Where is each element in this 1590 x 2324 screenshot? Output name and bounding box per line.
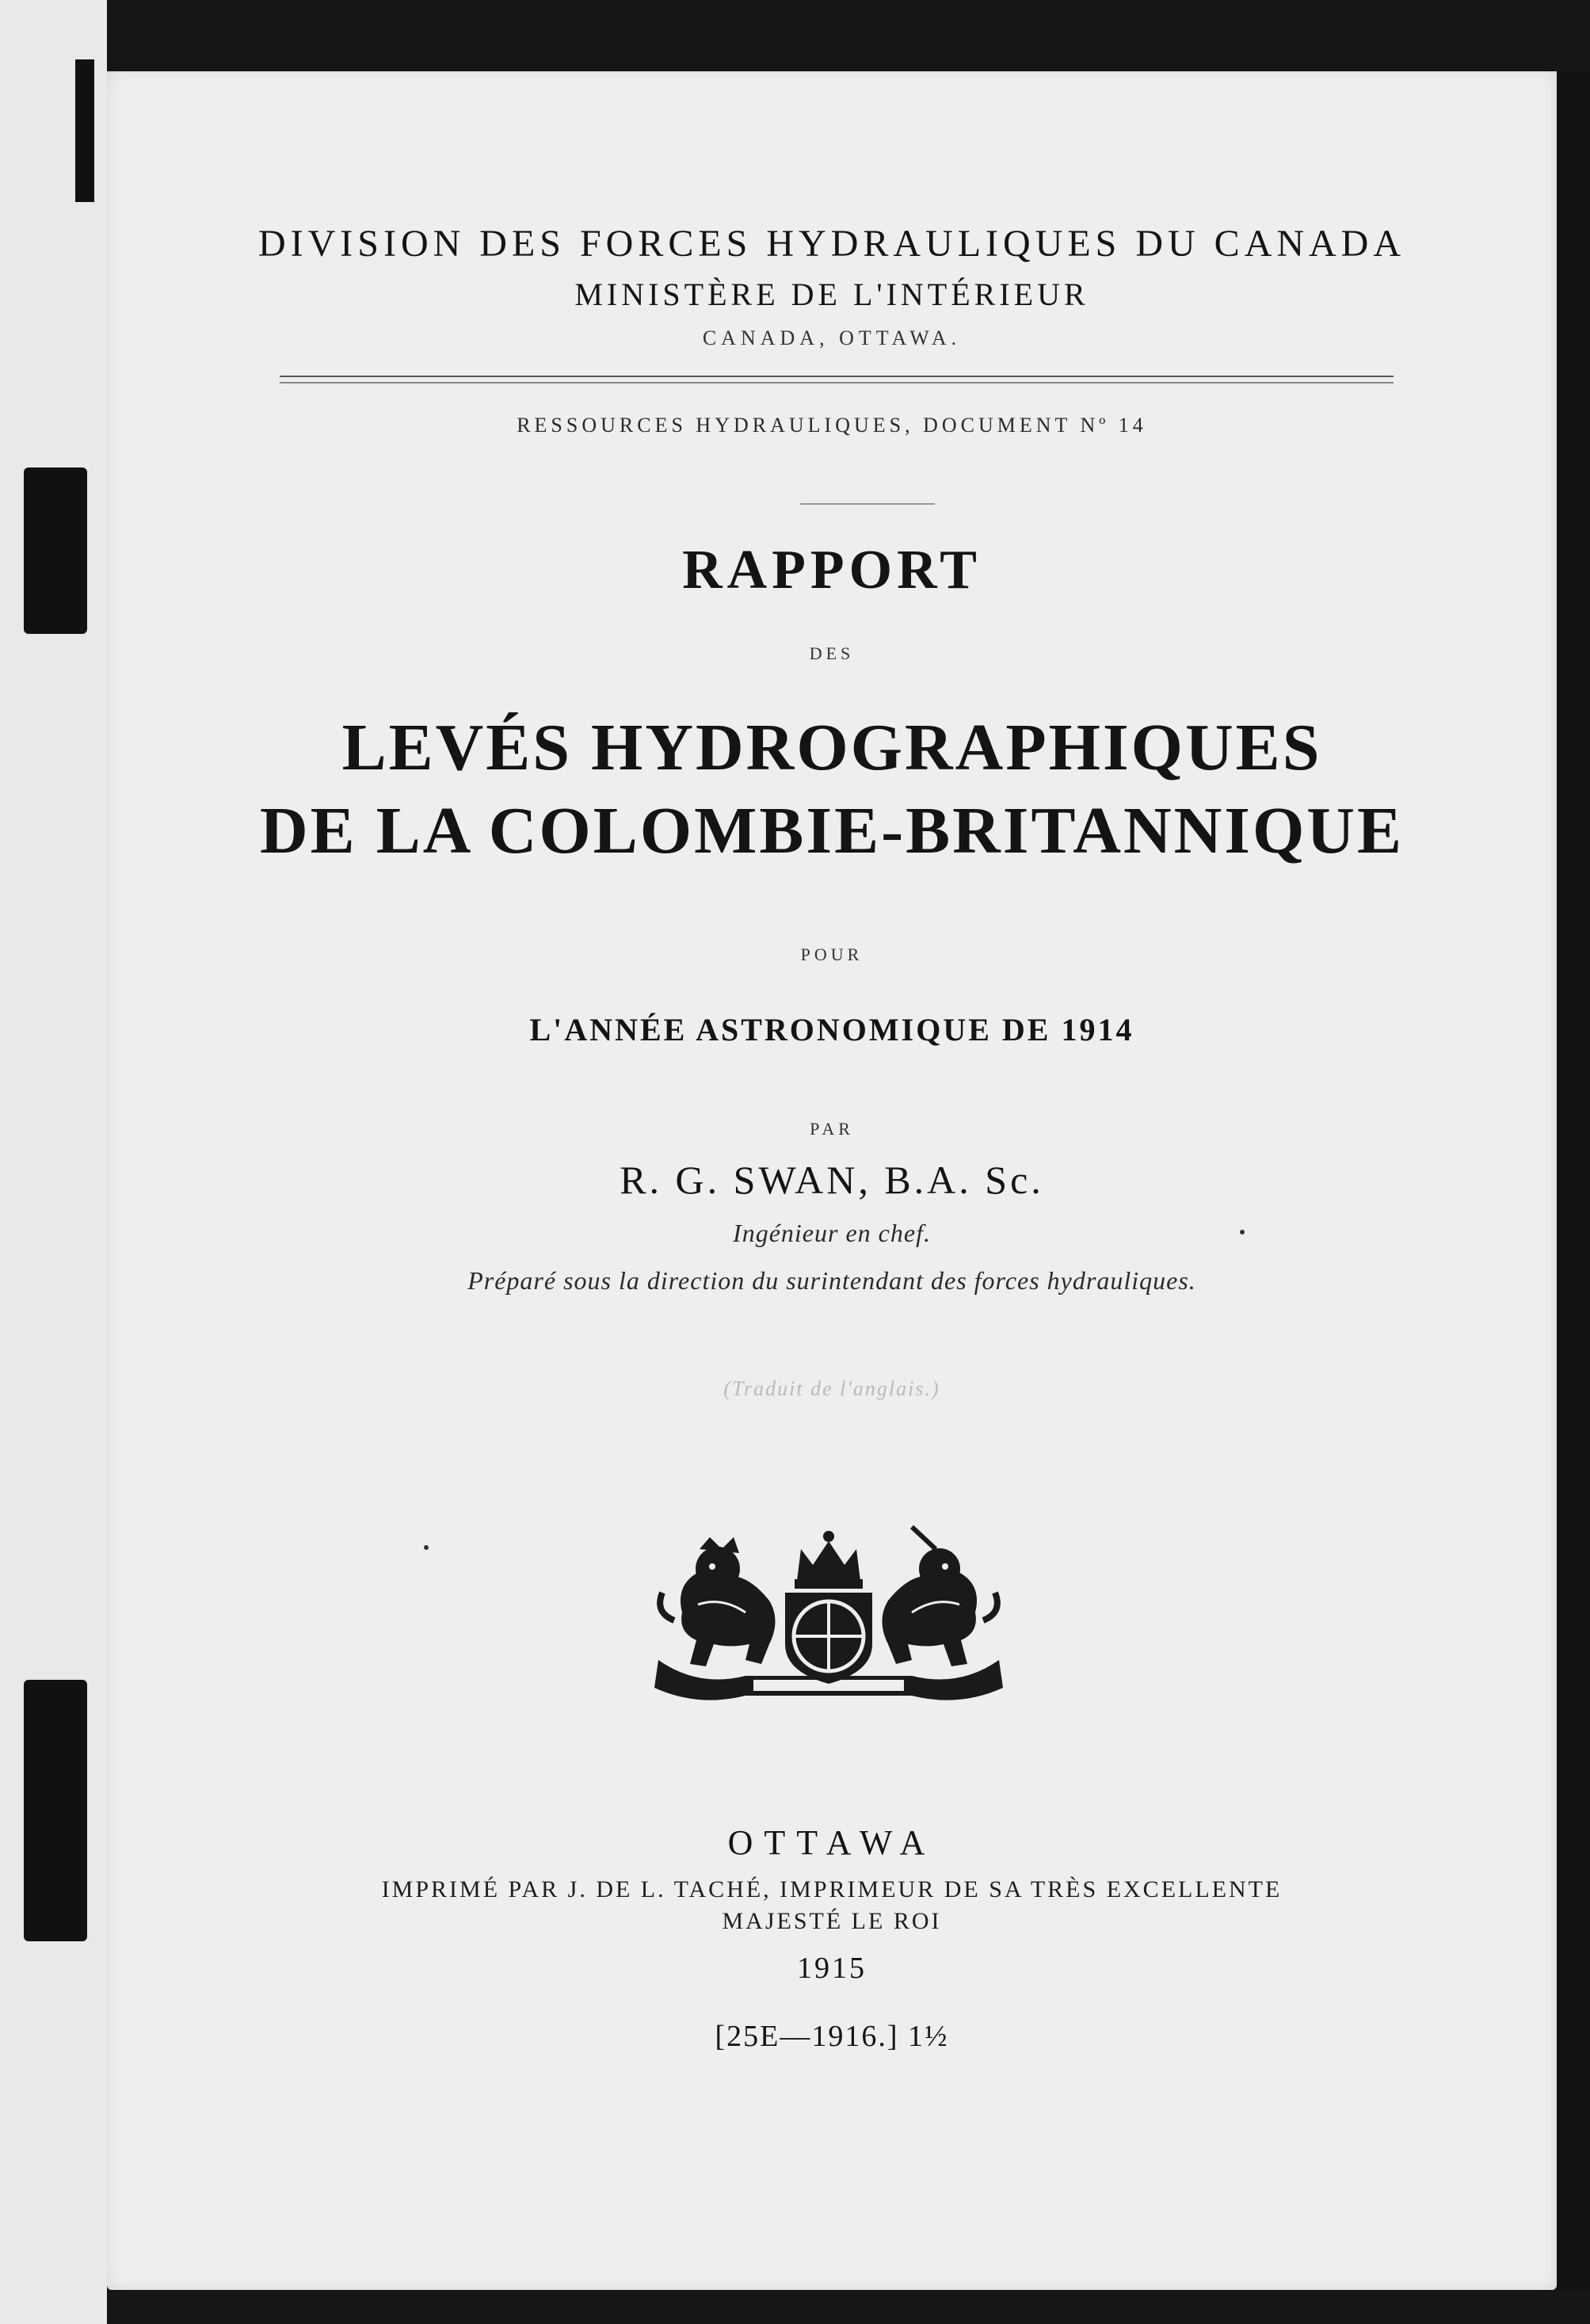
astronomical-year: L'ANNÉE ASTRONOMIQUE DE 1914 [529, 1012, 1134, 1048]
location-heading: CANADA, OTTAWA. [702, 326, 962, 349]
series-line: RESSOURCES HYDRAULIQUES, DOCUMENT Nº 14 [517, 414, 1147, 437]
imprint-city: OTTAWA [727, 1823, 936, 1862]
connector-pour: POUR [800, 944, 864, 964]
ministry-heading: MINISTÈRE DE L'INTÉRIEUR [574, 277, 1089, 312]
prepared-note: Préparé sous la direction du surintendant des forces hydrauliques. [467, 1266, 1196, 1295]
binding-strip [0, 0, 107, 2324]
page-right-edge [1557, 71, 1590, 2290]
short-rule [800, 503, 935, 505]
binding-mark [75, 59, 94, 202]
title-page [107, 71, 1557, 2290]
author-name: R. G. SWAN, B.A. Sc. [620, 1158, 1044, 1202]
report-heading: RAPPORT [682, 540, 982, 601]
document-reference: [25E—1916.] 1½ [715, 2020, 949, 2053]
author-role: Ingénieur en chef. [733, 1219, 931, 1247]
printer-line-1: IMPRIMÉ PAR J. DE L. TACHÉ, IMPRIMEUR DE SA TRÈS EXCELLENTE [381, 1876, 1283, 1902]
scan-speck [1240, 1230, 1245, 1235]
main-title-line-1: LEVÉS HYDROGRAPHIQUES [341, 711, 1322, 784]
royal-coat-of-arms-icon [650, 1525, 1007, 1708]
main-title-line-2: DE LA COLOMBIE-BRITANNIQUE [260, 794, 1404, 868]
connector-par: PAR [810, 1119, 854, 1139]
division-heading: DIVISION DES FORCES HYDRAULIQUES DU CANADA [257, 223, 1406, 265]
double-rule [280, 376, 1394, 384]
binding-mark [24, 1680, 87, 1941]
translation-note: (Traduit de l'anglais.) [723, 1377, 940, 1400]
printer-line-2: MAJESTÉ LE ROI [722, 1908, 942, 1934]
connector-des: DES [809, 643, 855, 663]
scan-speck [424, 1545, 429, 1550]
binding-mark [24, 467, 87, 634]
publication-year: 1915 [797, 1952, 867, 1985]
